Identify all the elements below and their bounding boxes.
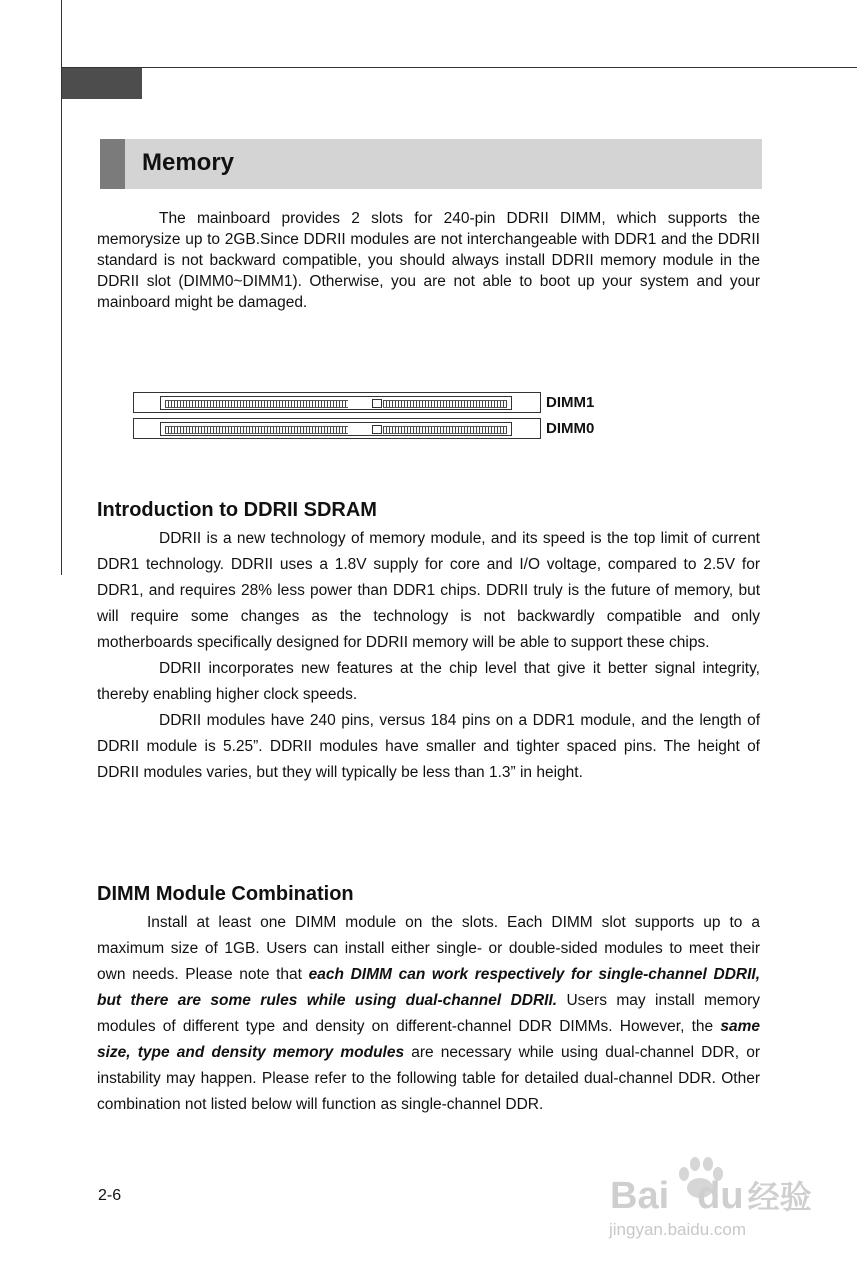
section-title: Memory xyxy=(142,149,235,176)
dimm0-slot xyxy=(133,418,541,439)
watermark-url: jingyan.baidu.com xyxy=(609,1220,747,1239)
dimm1-key-notch xyxy=(372,399,382,408)
dimm0-pins-left xyxy=(165,426,348,434)
dimm1-label: DIMM1 xyxy=(546,394,595,411)
ddr2-paragraph: DDRII incorporates new features at the chip level that give it better signal integrity, thereby enabling higher clock speeds. xyxy=(97,660,760,703)
watermark-brand: Bai du 经验 xyxy=(610,1175,812,1217)
dimm1-slot-body xyxy=(160,396,512,410)
dimm-text-2: Users may install memory modules of different type and density on different-channel DDR DIMMs. However, the xyxy=(97,992,760,1035)
intro-paragraph: The mainboard provides 2 slots for 240-pin DDRII DIMM, which supports the memorysize up to 2GB.Since DDRII modules are not interchangeable with DDR1 and the DDRII standard is not backward compatible, you should always install DDRII memory module in the DDRII slot (DIMM0~DIMM1). Otherwise, you are not able to boot up your system and your mainboard might be damaged. xyxy=(97,210,760,311)
dimm1-slot xyxy=(133,392,541,413)
dimm-text-3: are necessary while using dual-channel DDR, or instability may happen. Please refer to the following table for detailed dual-channel DDR. Other combination not listed below will function as single-channel DDR. xyxy=(97,1044,760,1113)
dimm0-key-notch xyxy=(372,425,382,434)
chapter-tab xyxy=(62,68,142,99)
dimm-combination-body xyxy=(97,910,760,1118)
section-header xyxy=(100,139,762,189)
dimm-emphasis-2: same size, type and density memory modules xyxy=(97,1018,760,1061)
dimm-combination-paragraph xyxy=(97,910,760,1118)
page-number: 2-6 xyxy=(98,1187,122,1204)
dimm-text-1: Install at least one DIMM module on the slots. Each DIMM slot supports up to a maximum size of 1GB. Users can install either single- or double-sided modules to meet their own needs. Please note that xyxy=(97,914,760,983)
dimm0-pins-right xyxy=(383,426,507,434)
section-accent xyxy=(100,139,125,189)
dimm-combination-heading: DIMM Module Combination xyxy=(97,883,354,905)
header-rule xyxy=(61,67,857,68)
ddr2-paragraph: DDRII is a new technology of memory module, and its speed is the top limit of current DDR1 technology. DDRII uses a 1.8V supply for core and I/O voltage, compared to 2.5V for DDR1, and requires 28% less power than DDR1 chips. DDRII truly is the future of memory, but will require some changes as the technology is not backwardly compatible and only motherboards specifically designed for DDRII memory will be able to support these chips. xyxy=(97,530,760,651)
dimm-emphasis-1: each DIMM can work respectively for single-channel DDRII, but there are some rules while using dual-channel DDRII. xyxy=(97,966,760,1009)
dimm0-label: DIMM0 xyxy=(546,420,595,437)
ddr2-intro-body xyxy=(97,526,760,786)
dimm1-pins-left xyxy=(165,400,348,408)
dimm1-pins-right xyxy=(383,400,507,408)
ddr2-intro-heading: Introduction to DDRII SDRAM xyxy=(97,499,377,521)
dimm0-slot-body xyxy=(160,422,512,436)
ddr2-paragraph: DDRII modules have 240 pins, versus 184 pins on a DDR1 module, and the length of DDRII module is 5.25”. DDRII modules have smaller and tighter spaced pins. The height of DDRII modules varies, but they will typically be less than 1.3” in height. xyxy=(97,712,760,781)
